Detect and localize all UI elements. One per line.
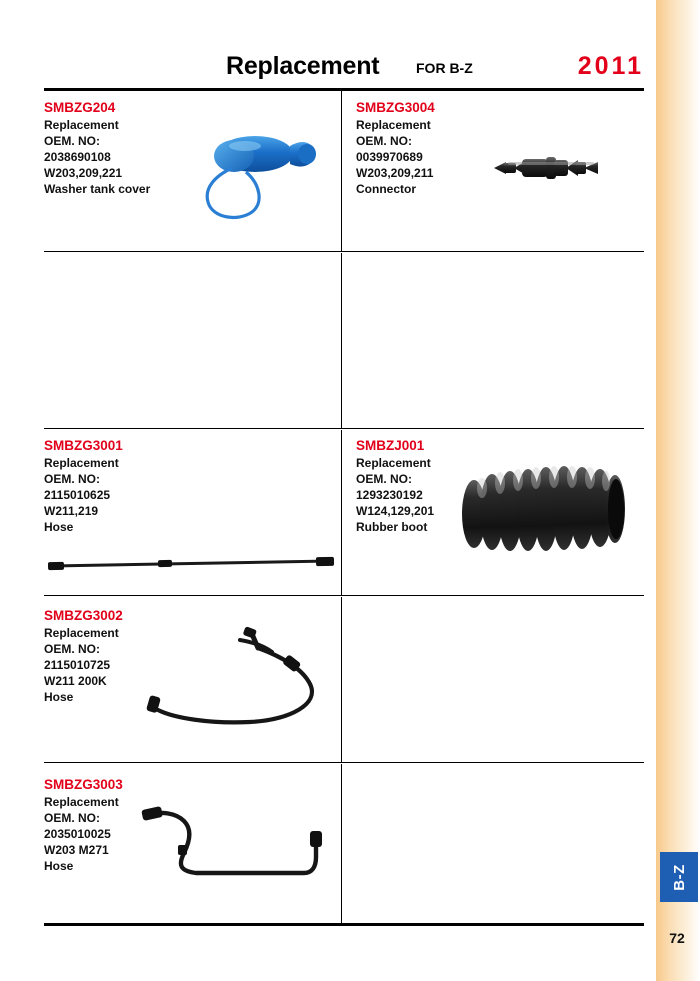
- part-line: 0039970689: [356, 150, 423, 164]
- page-header: [44, 52, 644, 86]
- part-details: [44, 455, 334, 535]
- part-line: Replacement: [44, 456, 119, 470]
- divider-top: [44, 88, 644, 91]
- divider-row1: [44, 251, 644, 252]
- part-line: W203,209,211: [356, 166, 434, 180]
- part-line: Replacement: [356, 118, 431, 132]
- part-line: Connector: [356, 182, 416, 196]
- part-code: SMBZG3002: [44, 608, 123, 623]
- part-line: OEM. NO:: [44, 472, 100, 486]
- column-divider-1: [341, 90, 342, 251]
- part-line: Washer tank cover: [44, 182, 151, 196]
- part-line: OEM. NO:: [356, 472, 412, 486]
- part-image-curved-hose: [140, 618, 340, 733]
- part-line: W211,219: [44, 504, 99, 518]
- part-code: SMBZG3001: [44, 438, 123, 453]
- part-line: W211 200K: [44, 674, 107, 688]
- column-divider-3: [341, 430, 342, 595]
- part-image-rubber-boot: [458, 452, 630, 572]
- part-line: Replacement: [44, 795, 119, 809]
- divider-row3: [44, 595, 644, 596]
- part-image-bent-hose: [140, 805, 340, 885]
- part-line: Replacement: [44, 118, 119, 132]
- part-image-straight-hose: [46, 552, 336, 578]
- column-divider-4: [341, 597, 342, 762]
- page-subtitle: FOR B-Z: [416, 60, 473, 76]
- page-edge-gradient: [656, 0, 700, 981]
- part-line: 2115010725: [44, 658, 111, 672]
- part-line: OEM. NO:: [44, 642, 100, 656]
- part-code: SMBZG3003: [44, 777, 123, 792]
- column-divider-2: [341, 253, 342, 428]
- part-code: SMBZJ001: [356, 438, 425, 453]
- part-line: Hose: [44, 520, 74, 534]
- part-line: 2035010025: [44, 827, 111, 841]
- part-line: Replacement: [356, 456, 431, 470]
- part-line: OEM. NO:: [44, 811, 100, 825]
- part-line: Hose: [44, 690, 74, 704]
- part-line: 2115010625: [44, 488, 111, 502]
- part-image-connector: [488, 148, 608, 192]
- part-line: Hose: [44, 859, 74, 873]
- divider-bottom: [44, 923, 644, 926]
- part-line: OEM. NO:: [44, 134, 100, 148]
- part-line: W203 M271: [44, 843, 109, 857]
- part-code: SMBZG204: [44, 100, 116, 115]
- part-code: SMBZG3004: [356, 100, 435, 115]
- column-divider-5: [341, 764, 342, 923]
- page-title: Replacement: [226, 52, 380, 80]
- section-tab: [660, 852, 698, 902]
- part-line: 1293230192: [356, 488, 423, 502]
- part-line: OEM. NO:: [356, 134, 412, 148]
- divider-row4: [44, 762, 644, 763]
- catalog-item: [44, 438, 334, 535]
- part-line: Replacement: [44, 626, 119, 640]
- page-number: 72: [669, 930, 685, 946]
- part-image-washer-tank-cover: [190, 126, 325, 231]
- catalog-year: 2011: [577, 52, 644, 80]
- part-line: W124,129,201: [356, 504, 435, 518]
- part-line: W203,209,221: [44, 166, 123, 180]
- divider-row2: [44, 428, 644, 429]
- part-line: Rubber boot: [356, 520, 428, 534]
- part-line: 2038690108: [44, 150, 111, 164]
- section-tab-label: B-Z: [670, 863, 688, 891]
